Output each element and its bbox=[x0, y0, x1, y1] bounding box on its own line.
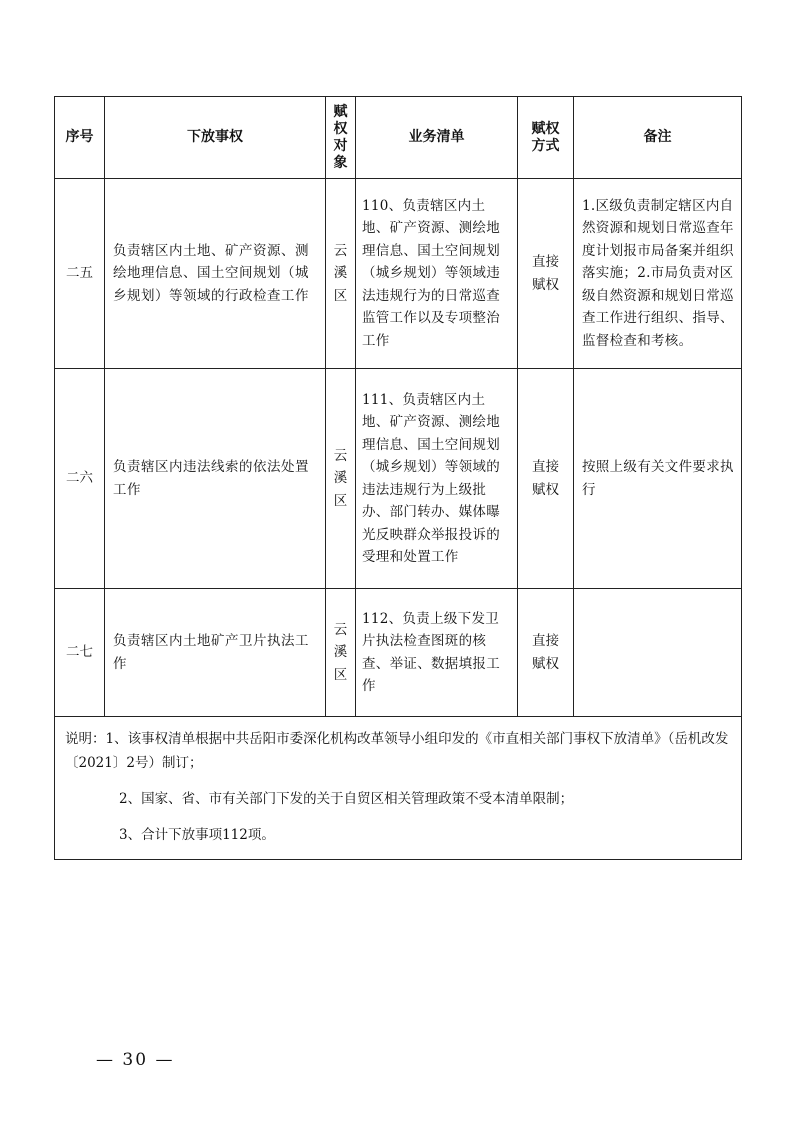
row-way: 直接赋权 bbox=[518, 369, 574, 589]
row-way: 直接赋权 bbox=[518, 179, 574, 369]
table-row bbox=[55, 179, 742, 369]
page-number: — 30 — bbox=[96, 1050, 175, 1070]
note-3: 3、合计下放事项112项。 bbox=[119, 827, 275, 843]
header-seq: 序号 bbox=[55, 97, 105, 179]
row-note bbox=[574, 589, 742, 717]
power-list-table bbox=[54, 96, 742, 860]
row-seq: 二五 bbox=[55, 179, 105, 369]
row-object: 云溪区 bbox=[326, 589, 356, 717]
row-note: 1.区级负责制定辖区内自然资源和规划日常巡查年度计划报市局备案并组织落实施；2.市局负责对区级自然资源和规划日常巡查工作进行组织、指导、监督检查和考核。 bbox=[574, 179, 742, 369]
table-header-row bbox=[55, 97, 742, 179]
header-note: 备注 bbox=[574, 97, 742, 179]
row-seq: 二七 bbox=[55, 589, 105, 717]
row-list: 112、负责上级下发卫片执法检查图斑的核查、举证、数据填报工作 bbox=[356, 589, 518, 717]
notes-cell bbox=[55, 717, 742, 860]
row-item: 负责辖区内违法线索的依法处置工作 bbox=[105, 369, 326, 589]
row-note: 按照上级有关文件要求执行 bbox=[574, 369, 742, 589]
row-item: 负责辖区内土地、矿产资源、测绘地理信息、国土空间规划（城乡规划）等领域的行政检查工作 bbox=[105, 179, 326, 369]
row-object: 云溪区 bbox=[326, 179, 356, 369]
note-2: 2、国家、省、市有关部门下发的关于自贸区相关管理政策不受本清单限制； bbox=[119, 791, 574, 807]
header-way: 赋权方式 bbox=[518, 97, 574, 179]
table-row bbox=[55, 589, 742, 717]
table-row bbox=[55, 369, 742, 589]
row-list: 111、负责辖区内土地、矿产资源、测绘地理信息、国土空间规划（城乡规划）等领域的违法违规行为上级批办、部门转办、媒体曝光反映群众举报投诉的受理和处置工作 bbox=[356, 369, 518, 589]
row-object: 云溪区 bbox=[326, 369, 356, 589]
row-way: 直接赋权 bbox=[518, 589, 574, 717]
row-item: 负责辖区内土地矿产卫片执法工作 bbox=[105, 589, 326, 717]
note-1: 说明：1、该事权清单根据中共岳阳市委深化机构改革领导小组印发的《市直相关部门事权下放清单》（岳机改发〔2021〕2号）制订； bbox=[65, 731, 729, 771]
header-item: 下放事权 bbox=[105, 97, 326, 179]
header-object: 赋权对象 bbox=[326, 97, 356, 179]
header-list: 业务清单 bbox=[356, 97, 518, 179]
notes-row bbox=[55, 717, 742, 860]
row-list: 110、负责辖区内土地、矿产资源、测绘地理信息、国土空间规划（城乡规划）等领域违法违规行为的日常巡查监管工作以及专项整治工作 bbox=[356, 179, 518, 369]
row-seq: 二六 bbox=[55, 369, 105, 589]
